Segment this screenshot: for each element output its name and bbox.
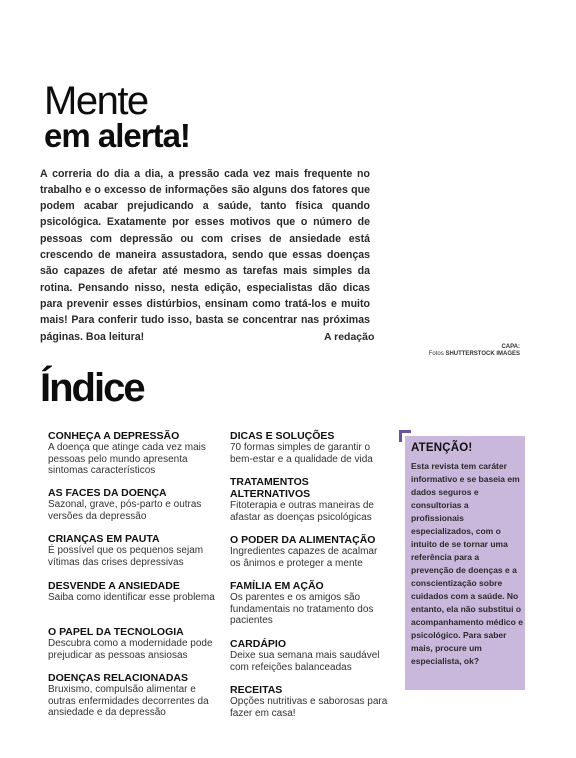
index-entry-title: CONHEÇA A DEPRESSÃO bbox=[48, 430, 180, 442]
index-entry-title: O PODER DA ALIMENTAÇÃO bbox=[230, 534, 376, 546]
index-entry[interactable] bbox=[230, 638, 390, 684]
index-entry-desc: A doença que atinge cada vez mais pessoas pelo mundo apresenta sintomas característicos bbox=[48, 442, 206, 476]
index-entry-desc: Bruxismo, compulsão alimentar e outras enfermidades decorrentes da ansiedade e da depressão bbox=[48, 684, 209, 718]
editorial-signature: A redação bbox=[324, 331, 375, 343]
index-entry-desc: Sazonal, grave, pós-parto e outras versões da depressão bbox=[48, 499, 202, 522]
index-column-middle bbox=[230, 430, 390, 719]
index-entry-desc: Saiba como identificar esse problema bbox=[48, 592, 215, 603]
index-entry-title: RECEITAS bbox=[230, 684, 283, 696]
index-entry[interactable] bbox=[48, 626, 218, 672]
index-entry[interactable] bbox=[230, 430, 390, 476]
index-entry-desc: Descubra como a modernidade pode prejudicar as pessoas ansiosas bbox=[48, 638, 213, 661]
index-entry-desc: Opções nutritivas e saborosas para fazer em casa! bbox=[230, 696, 388, 719]
index-entry-desc: 70 formas simples de garantir o bem-estar e a qualidade de vida bbox=[230, 442, 373, 465]
index-entry-title: CARDÁPIO bbox=[230, 638, 287, 650]
attention-text: Esta revista tem caráter informativo e se baseia em dados seguros e consultorias a profissionais especializados, com o intuito de se tornar uma referência para a prevenção de doenças e a conscientização sobre cuidados com a saúde. No entanto, ela não substitui o acompanhamento médico e psicológico. Para saber mais, procure um especialista, ok? bbox=[411, 461, 523, 666]
index-title: Índice bbox=[40, 366, 144, 410]
index-entry[interactable] bbox=[48, 487, 218, 533]
cover-credit bbox=[429, 344, 520, 358]
index-entry-title: AS FACES DA DOENÇA bbox=[48, 487, 167, 499]
index-entry-desc: Deixe sua semana mais saudável com refeições balanceadas bbox=[230, 650, 380, 673]
attention-box bbox=[405, 436, 525, 690]
index-entry-title: FAMÍLIA EM AÇÃO bbox=[230, 580, 324, 592]
index-entry[interactable] bbox=[230, 476, 390, 534]
index-entry-desc: Fitoterapia e outras maneiras de afastar as doenças psicológicas bbox=[230, 500, 374, 523]
attention-title: ATENÇÃO! bbox=[411, 442, 473, 454]
page-title-line2: em alerta! bbox=[44, 117, 190, 154]
index-entry-title: O PAPEL DA TECNOLOGIA bbox=[48, 626, 184, 638]
index-entry-title: TRATAMENTOS ALTERNATIVOS bbox=[230, 476, 311, 500]
index-entry-title: DESVENDE A ANSIEDADE bbox=[48, 580, 180, 592]
index-column-left bbox=[48, 430, 218, 719]
index-entry[interactable] bbox=[48, 430, 218, 487]
photos-source: SHUTTERSTOCK IMAGES bbox=[445, 351, 520, 357]
index-entry-title: DOENÇAS RELACIONADAS bbox=[48, 672, 189, 684]
page-title-line1: Mente bbox=[44, 79, 148, 123]
index-entry[interactable] bbox=[48, 580, 218, 626]
index-entry-desc: É possível que os pequenos sejam vítimas das crises depressivas bbox=[48, 545, 204, 568]
photos-label: Fotos bbox=[428, 351, 444, 357]
index-entry-desc: Os parentes e os amigos são fundamentais no tratamento dos pacientes bbox=[230, 592, 374, 626]
index-entry[interactable] bbox=[48, 533, 218, 580]
index-entry-desc: Ingredientes capazes de acalmar os ânimos e proteger a mente bbox=[230, 546, 378, 569]
cover-credit-source bbox=[429, 351, 520, 358]
index-entry-title: CRIANÇAS EM PAUTA bbox=[48, 533, 160, 545]
intro-paragraph: A correria do dia a dia, a pressão cada vez mais frequente no trabalho e o excesso de informações são alguns dos fatores que podem acabar prejudicando a saúde, tanto física quando psicológica. Exatamente por esses motivos que o número de pessoas com depressão ou com crises de ansiedade está crescendo de maneira assustadora, sendo que essas doenças são capazes de afetar até mesmo as tarefas mais simples da rotina. Pensando nisso, nesta edição, especialistas dão dicas para prevenir esses distúrbios, ensinam como tratá-los e muito mais! Para conferir tudo isso, basta se concentrar nas próximas páginas. Boa leitura! bbox=[40, 167, 370, 343]
index-entry[interactable] bbox=[230, 684, 390, 719]
index-entry[interactable] bbox=[48, 672, 218, 719]
index-entry[interactable] bbox=[230, 580, 390, 638]
index-entry-title: DICAS E SOLUÇÕES bbox=[230, 430, 335, 442]
cover-credit-label: CAPA: bbox=[501, 344, 520, 350]
index-entry[interactable] bbox=[230, 534, 390, 580]
